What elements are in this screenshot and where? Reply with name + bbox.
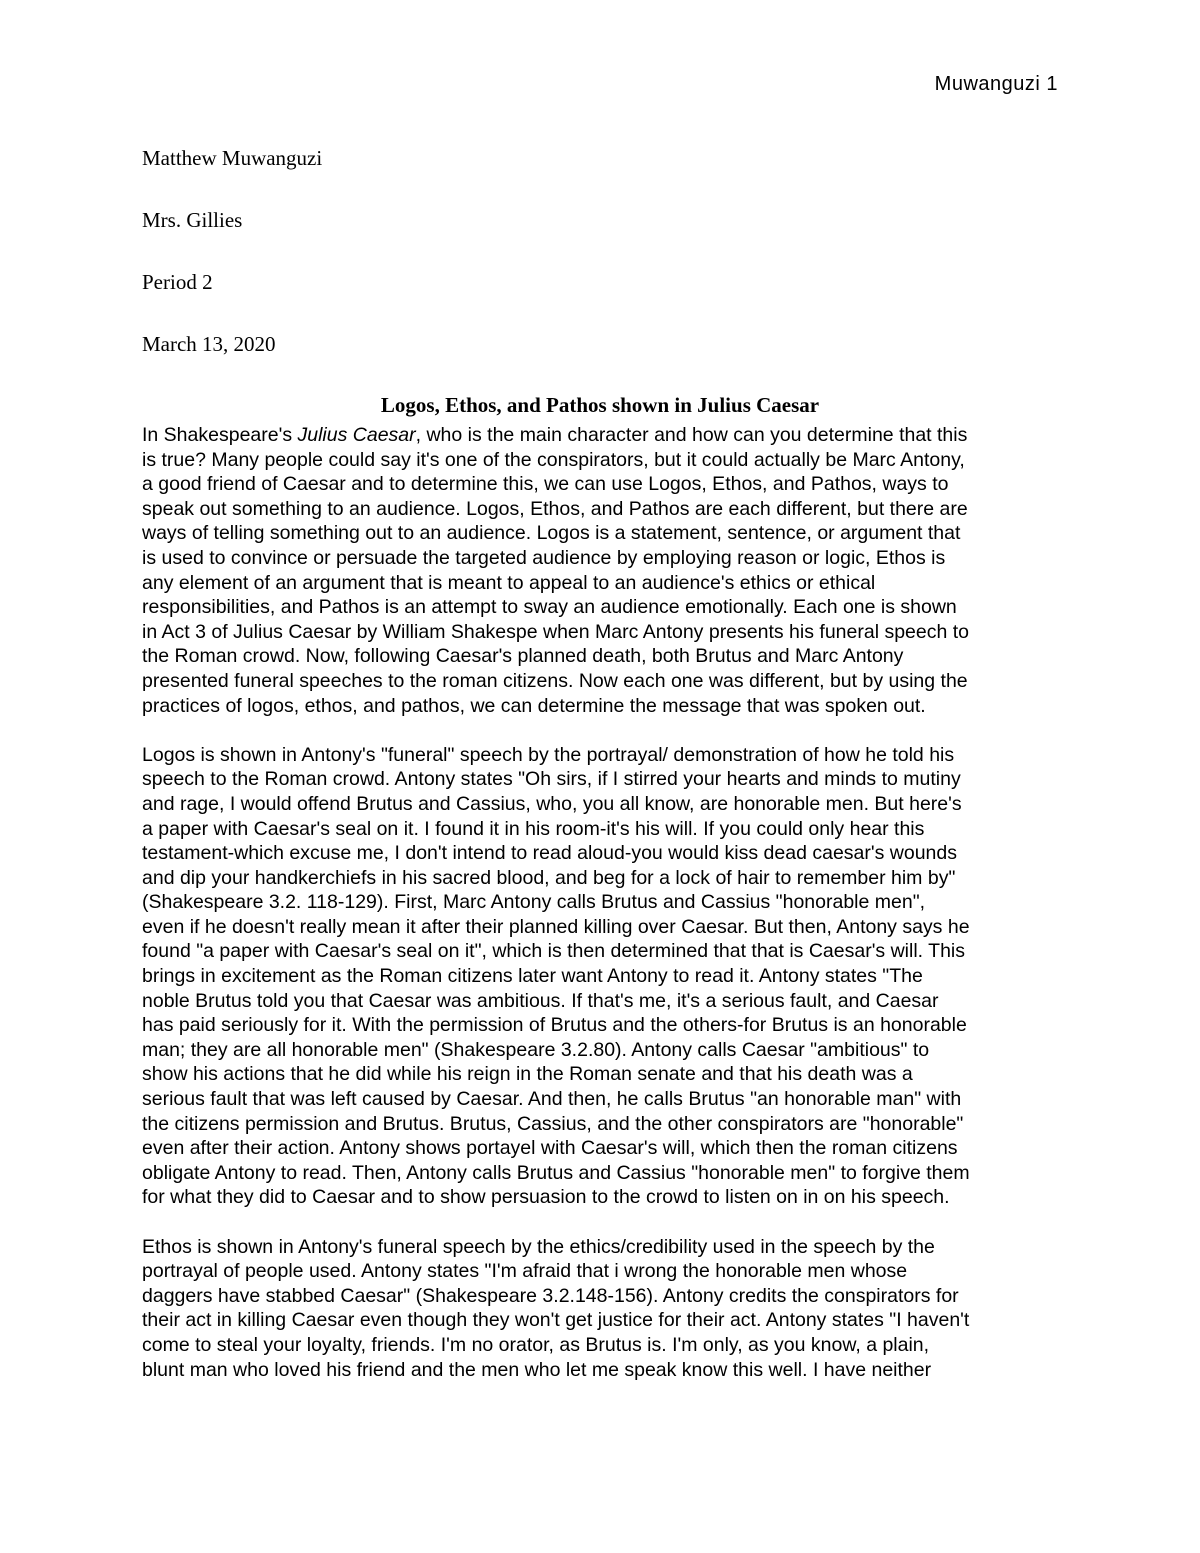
line-text: , who is the main character and how can you determine that this: [415, 424, 968, 446]
paragraph-line: any element of an argument that is meant to appeal to an audience's ethics or ethical: [142, 571, 876, 594]
paragraph-line: (Shakespeare 3.2. 118-129). First, Marc Antony calls Brutus and Cassius "honorable men",: [142, 891, 926, 914]
paragraph-line: and dip your handkerchiefs in his sacred blood, and beg for a lock of hair to remember him by": [142, 866, 956, 889]
paragraph-line: the citizens permission and Brutus. Brutus, Cassius, and the other conspirators are "honorable": [142, 1112, 964, 1135]
essay-body: [142, 423, 1062, 1382]
paragraph-line: a paper with Caesar's seal on it. I found it in his room-it's his will. If you could only hear this: [142, 817, 925, 840]
paragraph-line: man; they are all honorable men" (Shakespeare 3.2.80). Antony calls Caesar "ambitious" to: [142, 1038, 930, 1061]
essay-title: Logos, Ethos, and Pathos shown in Julius Caesar: [380, 393, 820, 417]
paragraph-line: found "a paper with Caesar's seal on it", which is then determined that that is Caesar's will. This: [142, 940, 965, 963]
paragraph-ethos: [142, 1235, 1062, 1383]
paragraph-line: their act in killing Caesar even though they won't get justice for their act. Antony states "I haven't: [142, 1309, 970, 1332]
paragraph-line: responsibilities, and Pathos is an attempt to sway an audience emotionally. Each one is shown: [142, 596, 957, 619]
paragraph-line: brings in excitement as the Roman citizens later want Antony to read it. Antony states "The: [142, 965, 923, 988]
mla-heading: [142, 142, 322, 390]
paragraph-line: noble Brutus told you that Caesar was ambitious. If that's me, it's a serious fault, and Caesar: [142, 989, 939, 1012]
paragraph-line: [142, 423, 1062, 448]
paragraph-line: is used to convince or persuade the targeted audience by employing reason or logic, Ethos is: [142, 546, 946, 569]
student-name: Matthew Muwanguzi: [142, 146, 323, 170]
paragraph-line: practices of logos, ethos, and pathos, we can determine the message that was spoken out.: [142, 694, 926, 717]
teacher-name: Mrs. Gillies: [142, 208, 243, 232]
paragraph-line: for what they did to Caesar and to show persuasion to the crowd to listen on in on his speech.: [142, 1186, 950, 1209]
paragraph-line: speak out something to an audience. Logos, Ethos, and Pathos are each different, but there are: [142, 497, 968, 520]
paragraph-line: show his actions that he did while his reign in the Roman senate and that his death was a: [142, 1063, 913, 1086]
paragraph-line: even if he doesn't really mean it after their planned killing over Caesar. But then, Antony says he: [142, 915, 970, 938]
paragraph-line: obligate Antony to read. Then, Antony calls Brutus and Cassius "honorable men" to forgive them: [142, 1161, 970, 1184]
paragraph-line: blunt man who loved his friend and the men who let me speak know this well. I have neither: [142, 1358, 932, 1381]
paragraph-gap: [142, 718, 1062, 743]
essay-date: March 13, 2020: [142, 332, 276, 356]
paragraph-line: Logos is shown in Antony's "funeral" speech by the portrayal/ demonstration of how he told his: [142, 743, 955, 766]
paragraph-line: has paid seriously for it. With the permission of Brutus and the others-for Brutus is an honorable: [142, 1014, 967, 1037]
paragraph-line: the Roman crowd. Now, following Caesar's planned death, both Brutus and Marc Antony: [142, 645, 904, 668]
paragraph-line: and rage, I would offend Brutus and Cassius, who, you all know, are honorable men. But here's: [142, 792, 962, 815]
paragraph-line: Ethos is shown in Antony's funeral speech by the ethics/credibility used in the speech by the: [142, 1235, 935, 1258]
paragraph-gap: [142, 1210, 1062, 1235]
paragraph-line: presented funeral speeches to the roman citizens. Now each one was different, but by using the: [142, 669, 968, 692]
paragraph-line: ways of telling something out to an audience. Logos is a statement, sentence, or argument that: [142, 522, 961, 545]
paragraph-line: serious fault that was left caused by Caesar. And then, he calls Brutus "an honorable man" with: [142, 1088, 962, 1111]
work-title-italic: Julius Caesar: [297, 424, 416, 446]
paragraph-line: testament-which excuse me, I don't intend to read aloud-you would kiss dead caesar's wounds: [142, 842, 957, 865]
class-period: Period 2: [142, 270, 213, 294]
paragraph-intro: [142, 423, 1062, 718]
paragraph-line: come to steal your loyalty, friends. I'm no orator, as Brutus is. I'm only, as you know, a plain,: [142, 1333, 930, 1356]
paragraph-line: a good friend of Caesar and to determine this, we can use Logos, Ethos, and Pathos, ways to: [142, 473, 949, 496]
paragraph-line: portrayal of people used. Antony states "I'm afraid that i wrong the honorable men whose: [142, 1260, 908, 1283]
paragraph-line: daggers have stabbed Caesar" (Shakespeare 3.2.148-156). Antony credits the conspirators for: [142, 1284, 959, 1307]
paragraph-line: speech to the Roman crowd. Antony states "Oh sirs, if I stirred your hearts and minds to mutiny: [142, 768, 961, 791]
running-header: Muwanguzi 1: [934, 73, 1058, 95]
paragraph-line: even after their action. Antony shows portayel with Caesar's will, which then the roman citizens: [142, 1137, 958, 1160]
paragraph-logos: [142, 743, 1062, 1210]
paragraph-line: is true? Many people could say it's one of the conspirators, but it could actually be Marc Antony,: [142, 448, 965, 471]
paragraph-line: in Act 3 of Julius Caesar by William Shakespe when Marc Antony presents his funeral speech to: [142, 620, 969, 643]
line-text: In Shakespeare's: [142, 424, 298, 446]
